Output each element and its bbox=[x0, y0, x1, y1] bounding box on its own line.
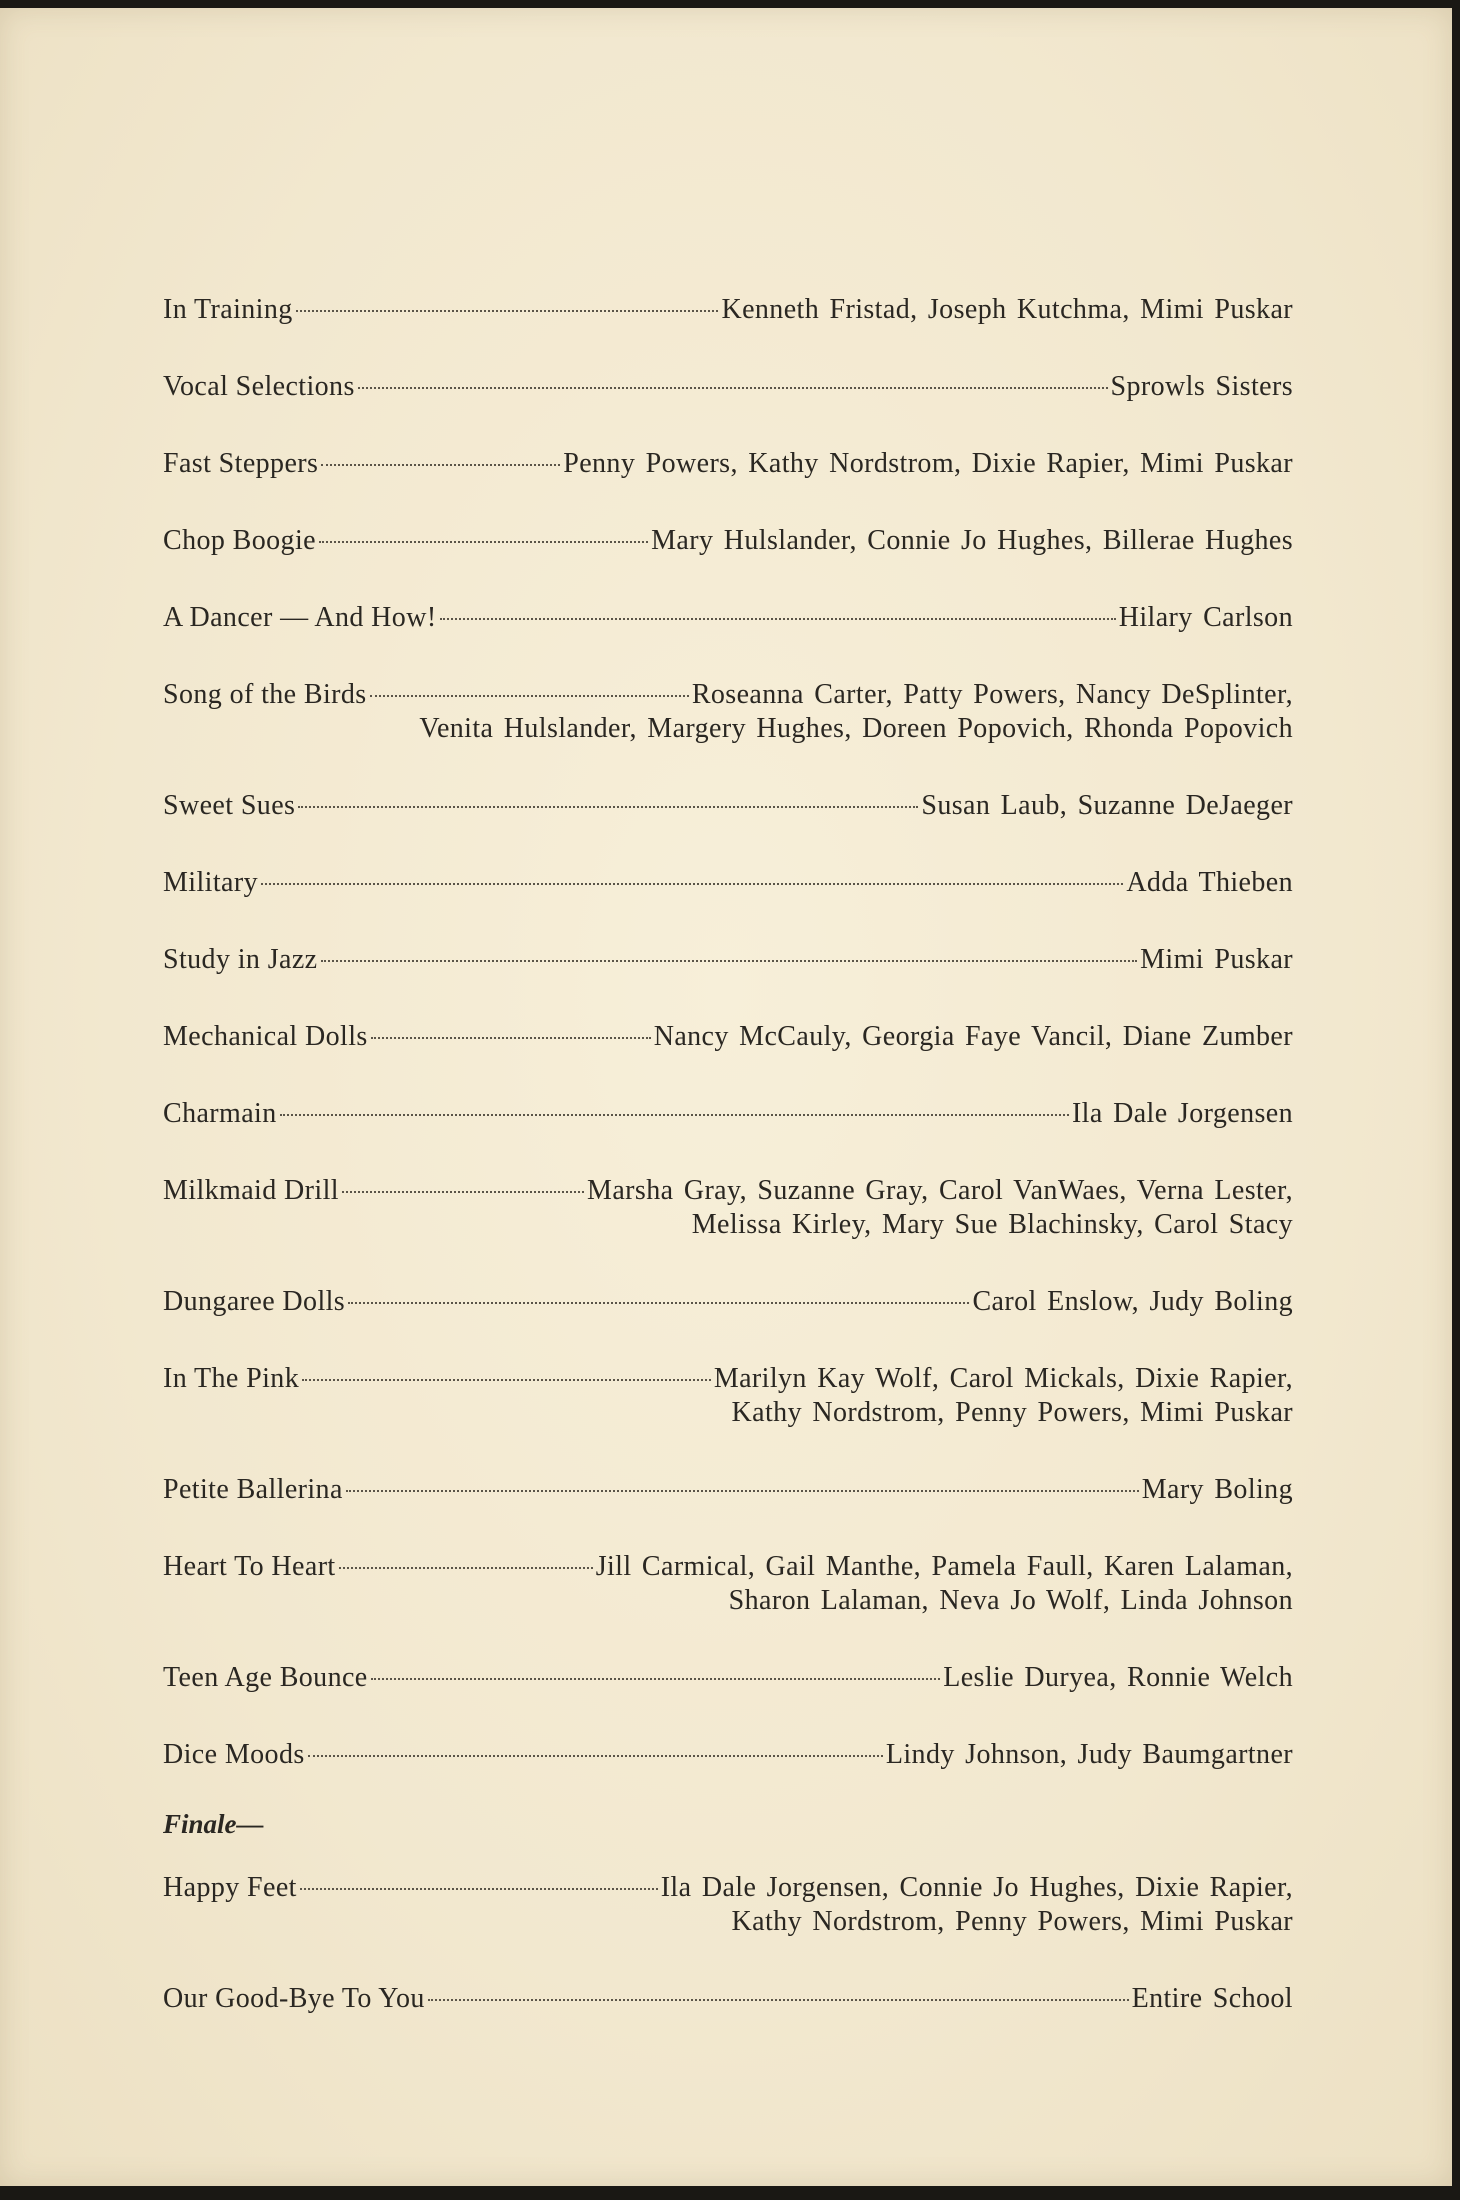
entry-performers-continued: Venita Hulslander, Margery Hughes, Doreen Popovich, Rhonda Popovich bbox=[419, 713, 1293, 744]
entry-performers: Mary Hulslander, Connie Jo Hughes, Billerae Hughes bbox=[651, 525, 1293, 556]
entry-first-line bbox=[163, 1982, 1293, 2016]
entry-first-line bbox=[163, 447, 1293, 481]
entry-first-line bbox=[163, 1362, 1293, 1396]
entry-first-line bbox=[163, 1020, 1293, 1054]
dot-leader bbox=[300, 1888, 658, 1890]
dot-leader bbox=[342, 1191, 584, 1193]
entry-title: Heart To Heart bbox=[163, 1551, 336, 1582]
program-entry bbox=[163, 524, 1293, 558]
program-entry bbox=[163, 1097, 1293, 1131]
dot-leader bbox=[321, 464, 560, 466]
finale-heading: Finale— bbox=[163, 1809, 264, 1839]
entry-performers-continued: Kathy Nordstrom, Penny Powers, Mimi Puskar bbox=[731, 1397, 1293, 1428]
dot-leader bbox=[302, 1379, 711, 1381]
entry-performers-continued: Sharon Lalaman, Neva Jo Wolf, Linda Johnson bbox=[728, 1585, 1293, 1616]
entry-performers: Jill Carmical, Gail Manthe, Pamela Faull, Karen Lalaman, bbox=[595, 1551, 1293, 1582]
dot-leader bbox=[371, 1678, 941, 1680]
program-entry bbox=[163, 447, 1293, 481]
entry-performers: Ila Dale Jorgensen, Connie Jo Hughes, Dixie Rapier, bbox=[660, 1872, 1293, 1903]
program-entry bbox=[163, 1738, 1293, 1772]
entry-first-line bbox=[163, 1661, 1293, 1695]
entry-first-line bbox=[163, 1871, 1293, 1905]
entry-title: Milkmaid Drill bbox=[163, 1175, 339, 1206]
finale-items bbox=[163, 1871, 1293, 2016]
dot-leader bbox=[358, 387, 1108, 389]
program-entry bbox=[163, 1982, 1293, 2016]
dot-leader bbox=[319, 541, 648, 543]
entry-title: Mechanical Dolls bbox=[163, 1021, 368, 1052]
dot-leader bbox=[371, 1037, 651, 1039]
entry-first-line bbox=[163, 370, 1293, 404]
program-entry bbox=[163, 1550, 1293, 1618]
program-entry bbox=[163, 866, 1293, 900]
program-entry bbox=[163, 293, 1293, 327]
program-entry bbox=[163, 1020, 1293, 1054]
entry-first-line bbox=[163, 1097, 1293, 1131]
program-entry bbox=[163, 601, 1293, 635]
entry-performers: Leslie Duryea, Ronnie Welch bbox=[943, 1662, 1293, 1693]
dot-leader bbox=[339, 1567, 593, 1569]
dot-leader bbox=[321, 960, 1138, 962]
entry-title: Charmain bbox=[163, 1098, 277, 1129]
scan-edge-right bbox=[1452, 0, 1460, 2200]
entry-first-line bbox=[163, 601, 1293, 635]
entry-performers: Susan Laub, Suzanne DeJaeger bbox=[921, 790, 1293, 821]
entry-performers: Marilyn Kay Wolf, Carol Mickals, Dixie Rapier, bbox=[713, 1363, 1293, 1394]
entry-title: Military bbox=[163, 867, 258, 898]
entry-title: Petite Ballerina bbox=[163, 1474, 343, 1505]
dot-leader bbox=[298, 806, 918, 808]
entry-first-line bbox=[163, 293, 1293, 327]
entry-first-line bbox=[163, 524, 1293, 558]
entry-title: Chop Boogie bbox=[163, 525, 316, 556]
entry-title: Study in Jazz bbox=[163, 944, 318, 975]
program-entry bbox=[163, 1174, 1293, 1242]
entry-title: Song of the Birds bbox=[163, 679, 367, 710]
dot-leader bbox=[308, 1755, 883, 1757]
dot-leader bbox=[296, 310, 719, 312]
entry-title: Vocal Selections bbox=[163, 371, 355, 402]
entry-first-line bbox=[163, 866, 1293, 900]
entry-first-line bbox=[163, 789, 1293, 823]
dot-leader bbox=[261, 883, 1123, 885]
entry-title: In Training bbox=[163, 294, 293, 325]
program-entry bbox=[163, 1661, 1293, 1695]
dot-leader bbox=[440, 618, 1116, 620]
program-entry bbox=[163, 1871, 1293, 1939]
program-entry bbox=[163, 1473, 1293, 1507]
dot-leader bbox=[280, 1114, 1069, 1116]
entry-performers: Sprowls Sisters bbox=[1110, 371, 1293, 402]
entry-performers: Kenneth Fristad, Joseph Kutchma, Mimi Puskar bbox=[721, 294, 1293, 325]
entry-title: Our Good-Bye To You bbox=[163, 1983, 425, 2014]
entry-performers-continued: Melissa Kirley, Mary Sue Blachinsky, Carol Stacy bbox=[691, 1209, 1293, 1240]
entry-performers: Lindy Johnson, Judy Baumgartner bbox=[885, 1739, 1293, 1770]
dot-leader bbox=[348, 1302, 969, 1304]
entry-title: Dice Moods bbox=[163, 1739, 305, 1770]
entry-first-line bbox=[163, 678, 1293, 712]
scan-edge-bottom bbox=[0, 2186, 1460, 2200]
entry-first-line bbox=[163, 943, 1293, 977]
entry-performers: Carol Enslow, Judy Boling bbox=[972, 1286, 1293, 1317]
entry-performers: Penny Powers, Kathy Nordstrom, Dixie Rapier, Mimi Puskar bbox=[563, 448, 1293, 479]
entry-first-line bbox=[163, 1550, 1293, 1584]
entry-first-line bbox=[163, 1174, 1293, 1208]
entry-performers: Mary Boling bbox=[1141, 1474, 1293, 1505]
dot-leader bbox=[370, 695, 689, 697]
entry-title: Teen Age Bounce bbox=[163, 1662, 368, 1693]
entry-title: Sweet Sues bbox=[163, 790, 296, 821]
entry-performers: Entire School bbox=[1131, 1983, 1293, 2014]
entry-performers: Nancy McCauly, Georgia Faye Vancil, Diane Zumber bbox=[653, 1021, 1293, 1052]
entry-title: Happy Feet bbox=[163, 1872, 297, 1903]
dot-leader bbox=[428, 1999, 1129, 2001]
entry-performers: Adda Thieben bbox=[1126, 867, 1293, 898]
program-entry bbox=[163, 678, 1293, 746]
program-entry bbox=[163, 943, 1293, 977]
entry-title: A Dancer — And How! bbox=[163, 602, 437, 633]
entry-performers: Marsha Gray, Suzanne Gray, Carol VanWaes, Verna Lester, bbox=[587, 1175, 1293, 1206]
program-entry bbox=[163, 789, 1293, 823]
entry-performers: Mimi Puskar bbox=[1140, 944, 1293, 975]
program-entry bbox=[163, 370, 1293, 404]
entry-performers: Roseanna Carter, Patty Powers, Nancy DeSplinter, bbox=[691, 679, 1293, 710]
program-entry bbox=[163, 1285, 1293, 1319]
entry-first-line bbox=[163, 1738, 1293, 1772]
program-entry bbox=[163, 1362, 1293, 1430]
entry-title: Fast Steppers bbox=[163, 448, 319, 479]
program-page bbox=[0, 8, 1452, 2186]
entry-performers: Hilary Carlson bbox=[1118, 602, 1293, 633]
entry-first-line bbox=[163, 1473, 1293, 1507]
program-list bbox=[163, 293, 1293, 2059]
entry-performers-continued: Kathy Nordstrom, Penny Powers, Mimi Puskar bbox=[731, 1906, 1293, 1937]
entry-title: Dungaree Dolls bbox=[163, 1286, 346, 1317]
dot-leader bbox=[346, 1490, 1139, 1492]
program-items bbox=[163, 293, 1293, 1772]
entry-first-line bbox=[163, 1285, 1293, 1319]
entry-performers: Ila Dale Jorgensen bbox=[1071, 1098, 1293, 1129]
entry-title: In The Pink bbox=[163, 1363, 300, 1394]
